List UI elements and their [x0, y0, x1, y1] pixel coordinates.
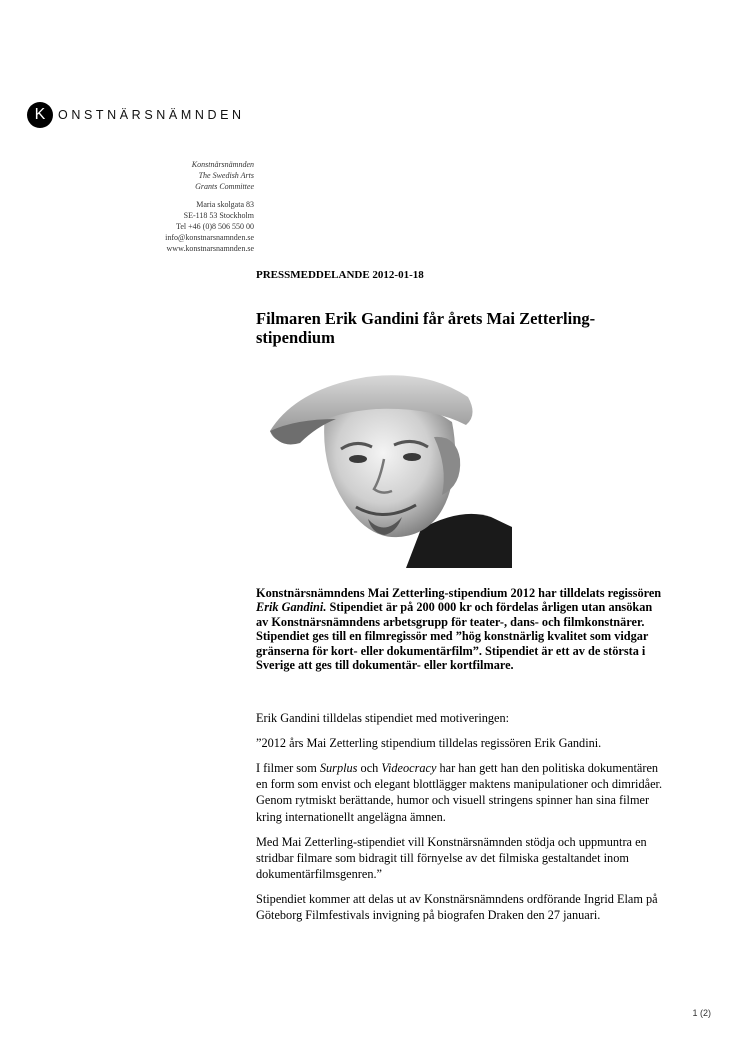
body-text [256, 710, 666, 932]
page-number: 1 (2) [692, 1008, 711, 1018]
address-spacer [165, 192, 254, 200]
address-email: info@konstnarsnamnden.se [165, 232, 254, 242]
address-phone: Tel +46 (0)8 506 550 00 [176, 221, 254, 231]
body-paragraph: ”2012 års Mai Zetterling stipendium tilldelas regissören Erik Gandini. [256, 735, 602, 750]
body-text-fragment: har han gett han den politiska dokumentären en form som envist och elegant blottlägger maktens manipulationer och dimridåer. Genom rytmiskt berättande, humor och visuell stringens spinner han sina filmer kring internationellt angelägna ämnen. [256, 760, 663, 824]
org-name-line: Grants Committee [195, 181, 254, 191]
press-release-date: PRESSMEDDELANDE 2012-01-18 [256, 269, 424, 281]
portrait-illustration [256, 367, 512, 568]
lead-text-end: Stipendiet är på 200 000 kr och fördelas årligen utan ansökan av Konstnärsnämndens arbetsgrupp för teater-, dans- och filmkonstnärer. Stipendiet ges till en filmregissör med ”hög konstnärlig kvalitet som vidgar gränserna för kort- eller dokumentärfilm”. Stipendiet är ett av de största i Sverige att ges till dokumentär- eller kortfilmare. [256, 600, 653, 673]
body-text-fragment: och [357, 760, 382, 775]
org-name-line: The Swedish Arts [198, 170, 254, 180]
body-paragraph: Erik Gandini tilldelas stipendiet med motiveringen: [256, 711, 510, 725]
lead-paragraph [256, 586, 666, 672]
film-title: Videocracy [381, 760, 437, 775]
lead-text-start: Konstnärsnämndens Mai Zetterling-stipendium 2012 har tilldelats regissören [256, 586, 662, 600]
headline: Filmaren Erik Gandini får årets Mai Zetterling-stipendium [256, 309, 596, 347]
recipient-name: Erik Gandini. [256, 600, 327, 615]
film-title: Surplus [319, 760, 358, 775]
sender-address-block [165, 160, 254, 254]
organization-logo [27, 102, 245, 128]
logo-wordmark: ONSTNÄRSNÄMNDEN [58, 108, 245, 122]
address-postal: SE-118 53 Stockholm [183, 211, 254, 221]
address-street: Maria skolgata 83 [196, 200, 254, 210]
address-website: www.konstnarsnamnden.se [166, 243, 254, 253]
logo-circle-mark: K [27, 102, 53, 128]
body-paragraph: Stipendiet kommer att delas ut av Konstnärsnämndens ordförande Ingrid Elam på Göteborg Filmfestivals invigning på biografen Draken den 27 januari. [256, 892, 658, 923]
body-paragraph: Med Mai Zetterling-stipendiet vill Konstnärsnämnden stödja och uppmuntra en stridbar filmare som bidragit till förnyelse av det filmiska gestaltandet inom dokumentärfilmsgenren.” [256, 834, 647, 882]
body-text-fragment: I filmer som [256, 760, 320, 775]
body-paragraph [256, 760, 666, 825]
org-name-line: Konstnärsnämnden [191, 160, 254, 169]
portrait-photo [256, 367, 512, 568]
